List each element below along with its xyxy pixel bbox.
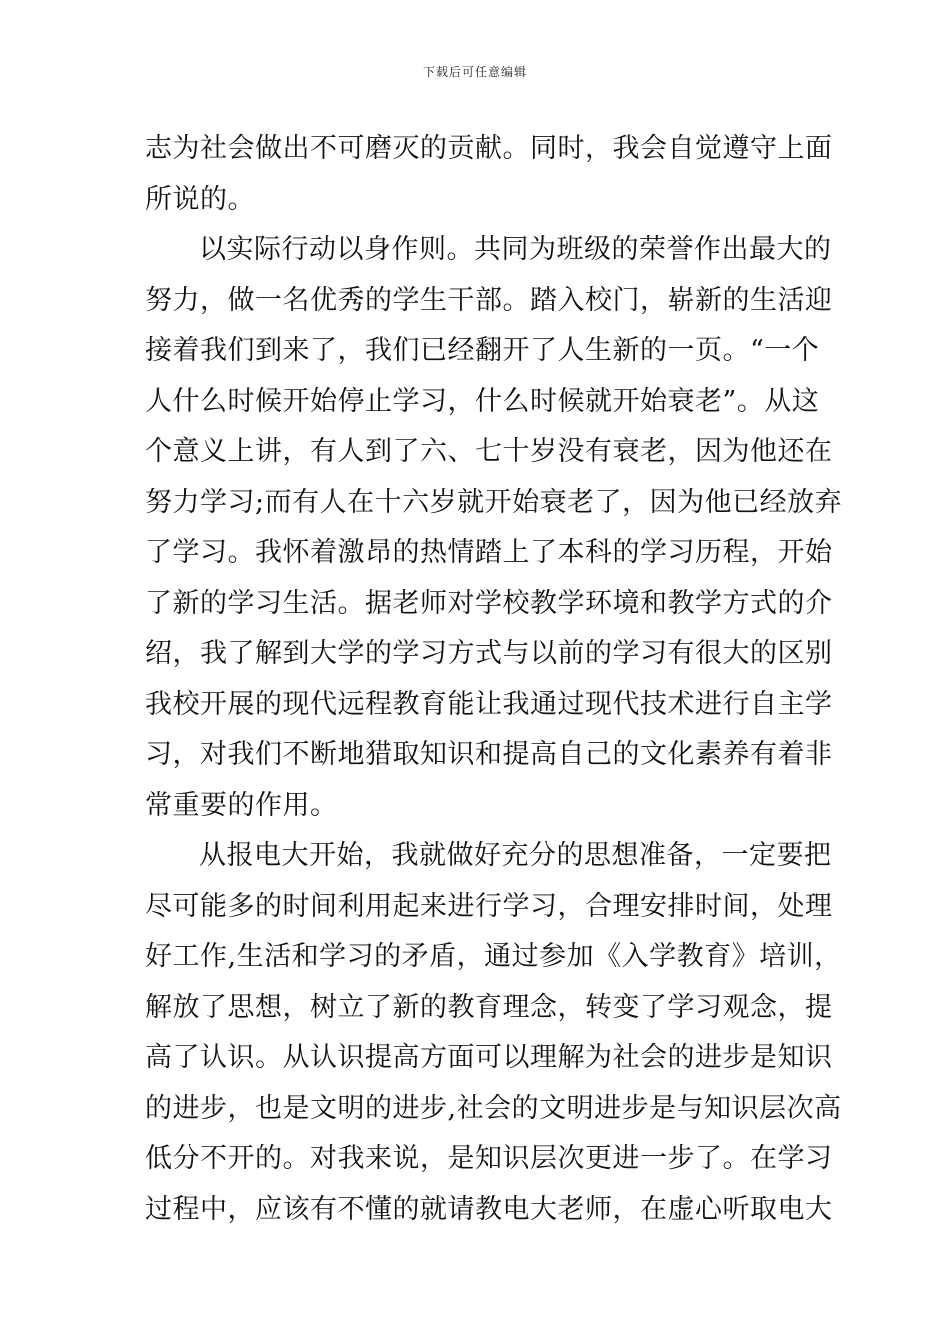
text-line: 个意义上讲，有人到了六、七十岁没有衰老，因为他还在 [145,436,833,467]
text-line: 人什么时候开始停止学习，什么时候就开始衰老”。从这 [145,385,820,417]
text-line: 习，对我们不断地猎取知识和提高自己的文化素养有着非 [145,739,833,770]
text-line: 高了认识。从认识提高方面可以理解为社会的进步是知识 [145,1042,833,1073]
text-line: 过程中，应该有不懂的就请教电大老师，在虚心听取电大 [145,1193,833,1225]
text-line: 努力，做一名优秀的学生干部。踏入校门，崭新的生活迎 [145,284,833,316]
body-text [145,124,843,1235]
text-line: 接着我们到来了，我们已经翻开了人生新的一页。“一个 [145,335,820,366]
text-line: 了学习。我怀着激昂的热情踏上了本科的学习历程，开始 [145,537,833,568]
text-line: 所说的。 [145,183,255,215]
page-header: 下载后可任意编辑 [422,65,527,79]
text-line: 好工作,生活和学习的矛盾，通过参加《入学教育》培训， [145,941,842,972]
text-line: 解放了思想，树立了新的教育理念，转变了学习观念，提 [145,991,833,1023]
text-line: 志为社会做出不可磨灭的贡献。同时，我会自觉遵守上面 [145,133,833,164]
text-line: 低分不开的。对我来说，是知识层次更进一步了。在学习 [145,1143,833,1174]
text-line: 努力学习;而有人在十六岁就开始衰老了，因为他已经放弃 [145,486,843,518]
text-line: 以实际行动以身作则。共同为班级的荣誉作出最大的 [199,234,832,265]
text-line: 的进步，也是文明的进步,社会的文明进步是与知识层次高 [145,1092,842,1124]
text-line: 我校开展的现代远程教育能让我通过现代技术进行自主学 [145,688,833,720]
text-line: 常重要的作用。 [145,789,338,821]
text-line: 绍，我了解到大学的学习方式与以前的学习有很大的区别 [145,638,833,669]
text-line: 尽可能多的时间利用起来进行学习，合理安排时间，处理 [145,890,833,922]
text-line: 从报电大开始，我就做好充分的思想准备，一定要把 [199,840,832,871]
text-line: 了新的学习生活。据老师对学校教学环境和教学方式的介 [145,587,833,619]
